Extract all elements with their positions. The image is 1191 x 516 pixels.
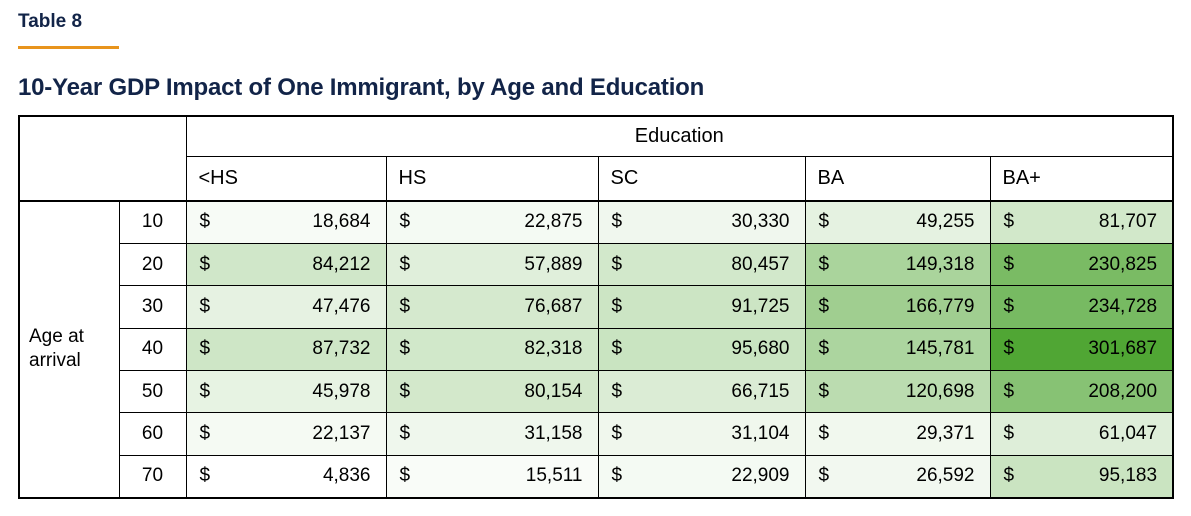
gdp-impact-cell bbox=[598, 286, 805, 328]
gdp-impact-value: 166,779 bbox=[905, 295, 975, 317]
table-header bbox=[19, 116, 1173, 201]
currency-symbol: $ bbox=[399, 465, 411, 487]
gdp-impact-value: 149,318 bbox=[905, 253, 975, 275]
gdp-impact-value: 91,725 bbox=[731, 295, 790, 317]
currency-symbol: $ bbox=[199, 295, 211, 317]
currency-symbol: $ bbox=[611, 338, 623, 360]
currency-symbol: $ bbox=[611, 295, 623, 317]
currency-symbol: $ bbox=[818, 338, 830, 360]
gdp-impact-cell bbox=[386, 371, 598, 413]
currency-symbol: $ bbox=[818, 295, 830, 317]
currency-symbol: $ bbox=[1003, 423, 1015, 445]
education-level-header-row bbox=[19, 156, 1173, 201]
gdp-impact-cell bbox=[990, 413, 1173, 455]
age-row-header: 30 bbox=[119, 286, 186, 328]
gdp-impact-value: 87,732 bbox=[312, 338, 371, 360]
education-axis-header: Education bbox=[186, 116, 1173, 156]
gdp-impact-cell bbox=[990, 286, 1173, 328]
gdp-impact-value: 4,836 bbox=[322, 465, 371, 487]
gdp-impact-cell bbox=[186, 455, 386, 497]
gdp-impact-cell bbox=[990, 328, 1173, 370]
currency-symbol: $ bbox=[1003, 380, 1015, 402]
accent-underline bbox=[18, 46, 119, 49]
gdp-impact-table bbox=[18, 115, 1174, 499]
currency-symbol: $ bbox=[399, 423, 411, 445]
gdp-impact-cell bbox=[805, 201, 990, 243]
gdp-impact-value: 234,728 bbox=[1088, 295, 1158, 317]
gdp-impact-cell bbox=[805, 286, 990, 328]
gdp-impact-cell bbox=[805, 455, 990, 497]
corner-blank-cell bbox=[19, 116, 186, 201]
gdp-impact-value: 120,698 bbox=[905, 380, 975, 402]
table-title: 10-Year GDP Impact of One Immigrant, by Age and Education bbox=[18, 74, 705, 101]
currency-symbol: $ bbox=[611, 465, 623, 487]
currency-symbol: $ bbox=[199, 423, 211, 445]
age-row-header: 60 bbox=[119, 413, 186, 455]
table-number-label: Table 8 bbox=[18, 11, 83, 32]
gdp-impact-cell bbox=[186, 286, 386, 328]
table-row bbox=[19, 243, 1173, 285]
currency-symbol: $ bbox=[1003, 465, 1015, 487]
gdp-impact-value: 26,592 bbox=[916, 465, 975, 487]
gdp-impact-cell bbox=[990, 243, 1173, 285]
gdp-impact-cell bbox=[186, 201, 386, 243]
currency-symbol: $ bbox=[399, 380, 411, 402]
table-row bbox=[19, 328, 1173, 370]
gdp-impact-value: 29,371 bbox=[916, 423, 975, 445]
gdp-impact-cell bbox=[805, 328, 990, 370]
gdp-impact-cell bbox=[805, 371, 990, 413]
gdp-impact-value: 47,476 bbox=[312, 295, 371, 317]
gdp-impact-cell bbox=[186, 413, 386, 455]
gdp-impact-cell bbox=[386, 413, 598, 455]
gdp-impact-cell bbox=[186, 328, 386, 370]
gdp-impact-cell bbox=[598, 243, 805, 285]
gdp-impact-value: 18,684 bbox=[312, 211, 371, 233]
table-row bbox=[19, 413, 1173, 455]
education-level-header: BA bbox=[805, 156, 990, 201]
currency-symbol: $ bbox=[1003, 338, 1015, 360]
gdp-impact-value: 80,457 bbox=[731, 253, 790, 275]
age-row-header: 20 bbox=[119, 243, 186, 285]
gdp-impact-cell bbox=[186, 243, 386, 285]
gdp-impact-cell bbox=[990, 371, 1173, 413]
gdp-impact-value: 80,154 bbox=[524, 380, 583, 402]
currency-symbol: $ bbox=[399, 211, 411, 233]
currency-symbol: $ bbox=[199, 211, 211, 233]
gdp-impact-cell bbox=[598, 201, 805, 243]
currency-symbol: $ bbox=[399, 295, 411, 317]
currency-symbol: $ bbox=[1003, 211, 1015, 233]
gdp-impact-value: 81,707 bbox=[1098, 211, 1158, 233]
currency-symbol: $ bbox=[611, 211, 623, 233]
gdp-impact-value: 57,889 bbox=[524, 253, 583, 275]
gdp-impact-value: 230,825 bbox=[1088, 253, 1158, 275]
currency-symbol: $ bbox=[199, 253, 211, 275]
gdp-impact-cell bbox=[805, 243, 990, 285]
gdp-impact-cell bbox=[186, 371, 386, 413]
currency-symbol: $ bbox=[199, 465, 211, 487]
gdp-impact-cell bbox=[598, 371, 805, 413]
currency-symbol: $ bbox=[818, 253, 830, 275]
gdp-impact-value: 84,212 bbox=[312, 253, 371, 275]
gdp-impact-value: 22,137 bbox=[312, 423, 371, 445]
age-row-header: 70 bbox=[119, 455, 186, 497]
gdp-impact-cell bbox=[386, 286, 598, 328]
currency-symbol: $ bbox=[611, 423, 623, 445]
education-level-header: BA+ bbox=[990, 156, 1173, 201]
gdp-impact-cell bbox=[598, 328, 805, 370]
currency-symbol: $ bbox=[818, 211, 830, 233]
age-row-header: 50 bbox=[119, 371, 186, 413]
gdp-impact-value: 30,330 bbox=[731, 211, 790, 233]
education-level-header: SC bbox=[598, 156, 805, 201]
age-row-header: 10 bbox=[119, 201, 186, 243]
age-axis-label: Age at arrival bbox=[19, 201, 119, 498]
gdp-impact-value: 145,781 bbox=[905, 338, 975, 360]
gdp-impact-value: 45,978 bbox=[312, 380, 371, 402]
gdp-impact-value: 61,047 bbox=[1098, 423, 1158, 445]
table-row bbox=[19, 201, 1173, 243]
gdp-impact-cell bbox=[990, 455, 1173, 497]
table-row bbox=[19, 455, 1173, 497]
gdp-impact-cell bbox=[386, 455, 598, 497]
gdp-impact-cell bbox=[598, 413, 805, 455]
gdp-impact-value: 15,511 bbox=[525, 465, 583, 487]
gdp-impact-cell bbox=[386, 243, 598, 285]
education-level-header: HS bbox=[386, 156, 598, 201]
currency-symbol: $ bbox=[611, 253, 623, 275]
education-header-row bbox=[19, 116, 1173, 156]
table-row bbox=[19, 371, 1173, 413]
gdp-impact-value: 31,104 bbox=[731, 423, 790, 445]
currency-symbol: $ bbox=[199, 380, 211, 402]
currency-symbol: $ bbox=[818, 423, 830, 445]
table-row bbox=[19, 286, 1173, 328]
gdp-impact-value: 66,715 bbox=[731, 380, 790, 402]
gdp-impact-value: 95,680 bbox=[731, 338, 790, 360]
currency-symbol: $ bbox=[399, 338, 411, 360]
currency-symbol: $ bbox=[199, 338, 211, 360]
table-body bbox=[19, 201, 1173, 498]
gdp-impact-cell bbox=[598, 455, 805, 497]
gdp-impact-value: 22,875 bbox=[524, 211, 583, 233]
currency-symbol: $ bbox=[818, 380, 830, 402]
currency-symbol: $ bbox=[399, 253, 411, 275]
age-row-header: 40 bbox=[119, 328, 186, 370]
gdp-impact-cell bbox=[990, 201, 1173, 243]
gdp-impact-value: 22,909 bbox=[731, 465, 790, 487]
currency-symbol: $ bbox=[1003, 253, 1015, 275]
currency-symbol: $ bbox=[818, 465, 830, 487]
gdp-impact-value: 208,200 bbox=[1088, 380, 1158, 402]
gdp-impact-cell bbox=[805, 413, 990, 455]
gdp-impact-cell bbox=[386, 201, 598, 243]
currency-symbol: $ bbox=[611, 380, 623, 402]
gdp-impact-value: 301,687 bbox=[1088, 338, 1158, 360]
gdp-impact-value: 49,255 bbox=[916, 211, 975, 233]
gdp-impact-value: 82,318 bbox=[524, 338, 583, 360]
gdp-impact-cell bbox=[386, 328, 598, 370]
education-level-header: <HS bbox=[186, 156, 386, 201]
currency-symbol: $ bbox=[1003, 295, 1015, 317]
gdp-impact-value: 76,687 bbox=[524, 295, 583, 317]
gdp-impact-value: 31,158 bbox=[524, 423, 583, 445]
gdp-impact-value: 95,183 bbox=[1098, 465, 1158, 487]
